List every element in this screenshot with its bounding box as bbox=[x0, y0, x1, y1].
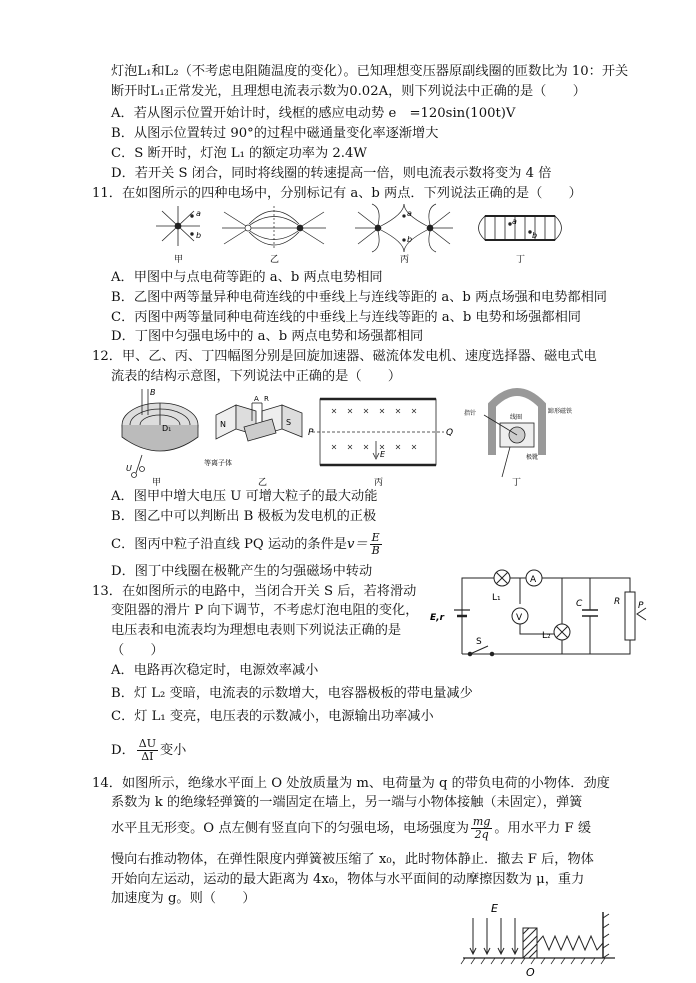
q13-label-p: P bbox=[638, 601, 644, 611]
q12-label-u: U bbox=[126, 464, 132, 473]
q13-option-d-fraction bbox=[137, 738, 158, 763]
q13-line4: （ ） bbox=[111, 643, 164, 658]
q14-field-fraction bbox=[471, 816, 492, 841]
q12-label-coil: 线圈 bbox=[510, 414, 523, 421]
q11-stem: 11．在如图所示的四种电场中，分别标记有 a、b 两点．下列说法正确的是（ ） bbox=[92, 186, 582, 201]
q12-label-magnet: 蹄形磁铁 bbox=[548, 408, 573, 415]
q13-option-d-text: 变小 bbox=[159, 743, 187, 758]
q13-label-r: R bbox=[614, 597, 621, 607]
q11-ding-label-b: b bbox=[532, 231, 538, 240]
q12-c-denominator: B bbox=[371, 544, 380, 557]
q13-label-l2: L₂ bbox=[542, 631, 551, 641]
q12-option-c-v: v＝ bbox=[346, 537, 368, 552]
q14-line3-text: 水平且无形变。O 点左侧有竖直向下的匀强电场，电场强度为 bbox=[111, 821, 469, 836]
q12-label-a-plate: A bbox=[254, 395, 259, 403]
q13-label-c: C bbox=[576, 599, 583, 609]
q14-spring-figure bbox=[455, 898, 625, 980]
q12-option-c-fraction bbox=[370, 532, 382, 557]
q12-label-plasma: 等离子体 bbox=[204, 459, 232, 467]
q13-d-numerator: ΔU bbox=[138, 737, 156, 750]
q11-caption-jia: 甲 bbox=[174, 255, 184, 265]
q12-option-b: B．图乙中可以判断出 B 极板为发电机的正极 bbox=[111, 509, 377, 524]
q12-option-c-text: C．图丙中粒子沿直线 PQ 运动的条件是 bbox=[111, 537, 347, 552]
q10-option-a: A．若从图示位置开始计时，线框的感应电动势 e =120sin(100t)V bbox=[111, 106, 516, 121]
q13-line2: 变阻器的滑片 P 向下调节，不考虑灯泡电阻的变化， bbox=[111, 603, 419, 618]
q12-label-e: E bbox=[380, 450, 386, 459]
q13-line3: 电压表和电流表均为理想电表则下列说法正确的是 bbox=[111, 623, 402, 638]
q12-option-a: A．图甲中增大电压 U 可增大粒子的最大动能 bbox=[111, 489, 378, 504]
q12-fig-selector bbox=[312, 399, 444, 465]
q11-caption-bing: 丙 bbox=[400, 255, 410, 265]
q13-d-denominator: ΔI bbox=[141, 750, 154, 763]
q14-line5: 开始向左运动，运动的最大距离为 4x₀，物体与水平面间的动摩擦因数为 μ，重力 bbox=[111, 872, 585, 887]
q11-option-b: B．乙图中两等量异种电荷连线的中垂线上与连线等距的 a、b 两点场强和电势都相同 bbox=[111, 290, 607, 305]
q12-label-p: P bbox=[308, 428, 314, 438]
q12-caption-ding: 丁 bbox=[512, 478, 522, 488]
q11-fig-bing bbox=[355, 204, 453, 252]
q10-option-c: C．S 断开时，灯泡 L₁ 的额定功率为 2.4W bbox=[111, 146, 367, 161]
q12-label-r: R bbox=[264, 395, 269, 403]
q13-option-d bbox=[111, 736, 186, 766]
q14-fraction-denominator: 2q bbox=[474, 828, 489, 841]
q13-label-s: S bbox=[476, 637, 482, 647]
q13-line1: 13．在如图所示的电路中，当闭合开关 S 后，若将滑动 bbox=[92, 584, 417, 599]
q10-line1: 灯泡L₁和L₂（不考虑电阻随温度的变化）。已知理想变压器原副线圈的匝数比为 10：开关 bbox=[111, 64, 629, 79]
q12-c-numerator: E bbox=[371, 531, 380, 544]
q11-fig-yi bbox=[222, 206, 326, 250]
q13-circuit bbox=[430, 564, 650, 664]
q12-option-d: D．图丁中线圈在极靴产生的匀强磁场中转动 bbox=[111, 564, 373, 579]
q14-line4: 慢向右推动物体，在弹性限度内弹簧被压缩了 x₀，此时物体静止．撤去 F 后，物体 bbox=[111, 852, 594, 867]
q12-fig-cyclotron bbox=[122, 389, 198, 478]
q11-jia-label-a: a bbox=[196, 209, 201, 218]
q13-label-l1: L₁ bbox=[492, 593, 501, 603]
q12-label-n: N bbox=[220, 420, 226, 429]
q11-option-c: C．丙图中两等量同种电荷连线的中垂线上与连线等距的 a、b 电势和场强都相同 bbox=[111, 310, 581, 325]
q12-device-figures bbox=[112, 385, 573, 490]
q12-label-pole: 极靴 bbox=[526, 454, 539, 461]
q11-field-figures bbox=[140, 204, 640, 266]
q10-line2: 断开时L₁正常发光，且理想电流表示数为0.02A，则下列说法中正确的是（ ） bbox=[111, 84, 586, 99]
q13-option-b: B．灯 L₂ 变暗，电流表的示数增大，电容器极板的带电量减少 bbox=[111, 686, 473, 701]
q11-ding-label-a: a bbox=[512, 217, 517, 226]
q12-stem-line1: 12．甲、乙、丙、丁四幅图分别是回旋加速器、磁流体发电机、速度选择器、磁电式电 bbox=[92, 349, 597, 364]
q11-fig-jia bbox=[156, 206, 200, 246]
q11-caption-ding: 丁 bbox=[516, 255, 526, 265]
q14-fraction-numerator: mg bbox=[472, 815, 491, 828]
q11-jia-label-b: b bbox=[196, 231, 202, 240]
q12-caption-yi: 乙 bbox=[258, 478, 268, 488]
q11-caption-yi: 乙 bbox=[270, 255, 280, 265]
q10-option-b: B．从图示位置转过 90°的过程中磁通量变化率逐渐增大 bbox=[111, 126, 439, 141]
q12-fig-galvanometer bbox=[484, 392, 542, 477]
q11-option-d: D．丁图中匀强电场中的 a、b 两点电势和场强都相同 bbox=[111, 329, 424, 344]
q14-line3 bbox=[111, 814, 591, 844]
q11-option-a: A．甲图中与点电荷等距的 a、b 两点电势相同 bbox=[111, 270, 383, 285]
q12-option-c bbox=[111, 530, 384, 560]
q11-fig-ding bbox=[479, 216, 562, 240]
q12-label-d1: D₁ bbox=[162, 424, 172, 433]
q12-label-b-field: B bbox=[150, 388, 156, 397]
q12-caption-jia: 甲 bbox=[152, 478, 162, 488]
q14-label-e: E bbox=[491, 902, 498, 915]
q13-option-a: A．电路再次稳定时，电源效率减小 bbox=[111, 663, 319, 678]
q12-caption-bing: 丙 bbox=[374, 478, 384, 488]
q12-label-pointer: 指针 bbox=[464, 410, 477, 417]
q12-label-q: Q bbox=[446, 428, 454, 438]
q13-label-voltmeter: V bbox=[516, 613, 523, 623]
q13-label-er: E,r bbox=[430, 613, 445, 623]
q14-line6: 加速度为 g。则（ ） bbox=[111, 891, 256, 906]
q14-line3-tail: 。用水平力 F 缓 bbox=[494, 821, 592, 836]
q10-option-d: D．若开关 S 闭合，同时将线圈的转速提高一倍，则电流表示数将变为 4 倍 bbox=[111, 166, 552, 181]
q11-bing-label-b: b bbox=[407, 235, 413, 244]
q12-stem-line2: 流表的结构示意图，下列说法中正确的是（ ） bbox=[111, 369, 402, 384]
q12-label-s: S bbox=[286, 418, 292, 427]
q13-option-c: C．灯 L₁ 变亮，电压表的示数减小，电源输出功率减小 bbox=[111, 709, 434, 724]
q13-label-ammeter: A bbox=[530, 575, 537, 585]
q14-label-o: O bbox=[526, 966, 535, 979]
q14-line2: 系数为 k 的绝缘轻弹簧的一端固定在墙上，另一端与小物体接触（未固定），弹簧 bbox=[111, 795, 583, 810]
q11-bing-label-a: a bbox=[407, 209, 412, 218]
q13-option-d-letter: D． bbox=[111, 743, 135, 758]
q14-line1: 14．如图所示，绝缘水平面上 O 处放质量为 m、电荷量为 q 的带负电荷的小物体．劲度 bbox=[92, 776, 610, 791]
